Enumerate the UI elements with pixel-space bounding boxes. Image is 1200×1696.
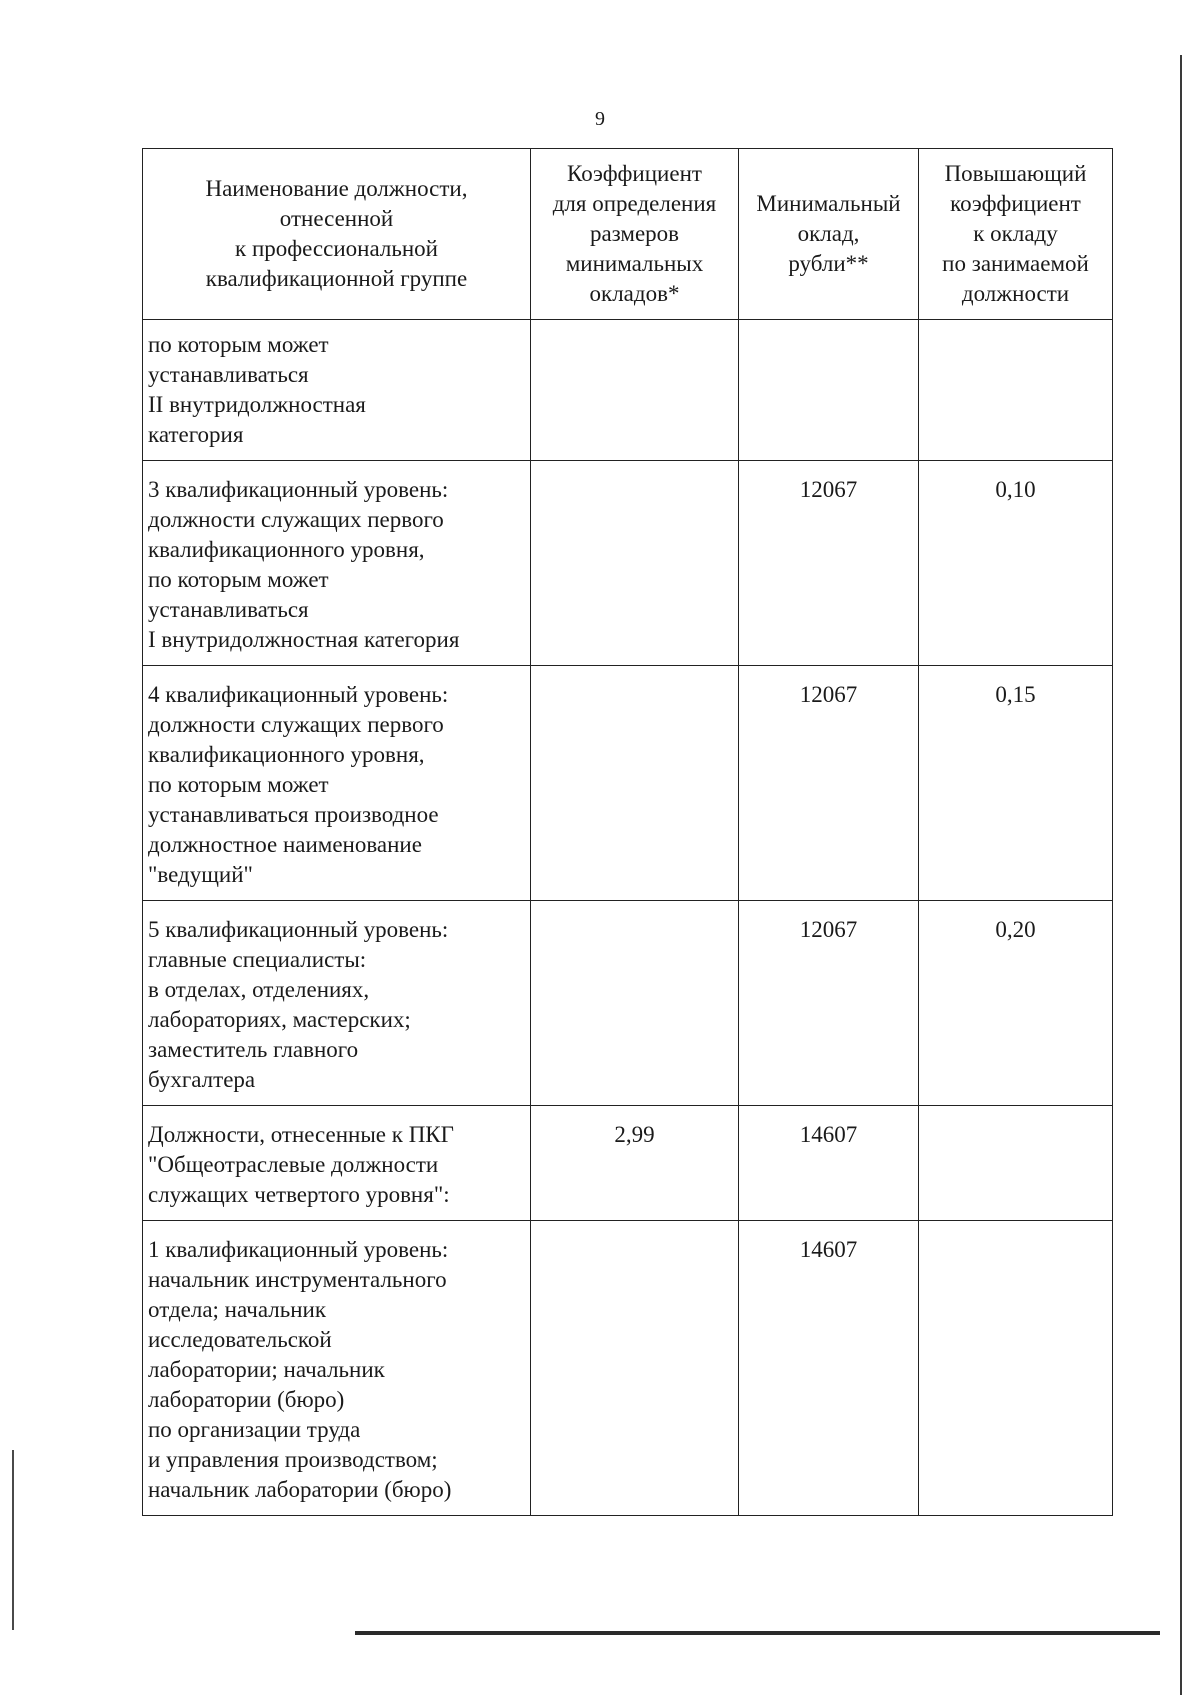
- row-min-salary: 12067: [739, 901, 919, 1106]
- row-coefficient: [531, 901, 739, 1106]
- row-coefficient: [531, 666, 739, 901]
- row-raise-coefficient: [919, 320, 1113, 461]
- row-raise-coefficient: 0,10: [919, 461, 1113, 666]
- row-raise-coefficient: 0,20: [919, 901, 1113, 1106]
- row-raise-coefficient: 0,15: [919, 666, 1113, 901]
- row-position-name: 4 квалификационный уровень: должности служащих первого квалификационного уровня, по которым может устанавливаться производное должностное наименование "ведущий": [143, 666, 531, 901]
- header-position-name: Наименование должности, отнесенной к профессиональной квалификационной группе: [143, 149, 531, 320]
- row-position-name: Должности, отнесенные к ПКГ "Общеотраслевые должности служащих четвертого уровня":: [143, 1106, 531, 1221]
- row-position-name: 1 квалификационный уровень: начальник инструментального отдела; начальник исследовательской лаборатории; начальник лаборатории (бюро) по организации труда и управления производством; начальник лаборатории (бюро): [143, 1221, 531, 1516]
- row-position-name: 3 квалификационный уровень: должности служащих первого квалификационного уровня, по которым может устанавливаться I внутридолжностная категория: [143, 461, 531, 666]
- page-number: 9: [595, 108, 605, 130]
- row-min-salary: [739, 320, 919, 461]
- table-header-row: [143, 149, 1113, 320]
- row-min-salary: 12067: [739, 666, 919, 901]
- table-row: [143, 666, 1113, 901]
- header-coefficient: Коэффициент для определения размеров минимальных окладов*: [531, 149, 739, 320]
- row-coefficient: [531, 461, 739, 666]
- row-coefficient: [531, 1221, 739, 1516]
- table-row: [143, 320, 1113, 461]
- scan-edge-right: [1180, 55, 1182, 1695]
- row-position-name: по которым может устанавливаться II внутридолжностная категория: [143, 320, 531, 461]
- table-row: [143, 1106, 1113, 1221]
- scan-edge-left: [12, 1450, 14, 1630]
- table-row: [143, 1221, 1113, 1516]
- row-coefficient: 2,99: [531, 1106, 739, 1221]
- row-raise-coefficient: [919, 1106, 1113, 1221]
- table-row: [143, 461, 1113, 666]
- salary-table: [142, 148, 1113, 1516]
- table-row: [143, 901, 1113, 1106]
- row-min-salary: 14607: [739, 1221, 919, 1516]
- row-raise-coefficient: [919, 1221, 1113, 1516]
- row-min-salary: 14607: [739, 1106, 919, 1221]
- row-coefficient: [531, 320, 739, 461]
- row-position-name: 5 квалификационный уровень: главные специалисты: в отделах, отделениях, лабораториях, мастерских; заместитель главного бухгалтера: [143, 901, 531, 1106]
- header-min-salary: Минимальный оклад, рубли**: [739, 149, 919, 320]
- header-raise-coefficient: Повышающий коэффициент к окладу по занимаемой должности: [919, 149, 1113, 320]
- scan-edge-bottom: [355, 1631, 1160, 1635]
- row-min-salary: 12067: [739, 461, 919, 666]
